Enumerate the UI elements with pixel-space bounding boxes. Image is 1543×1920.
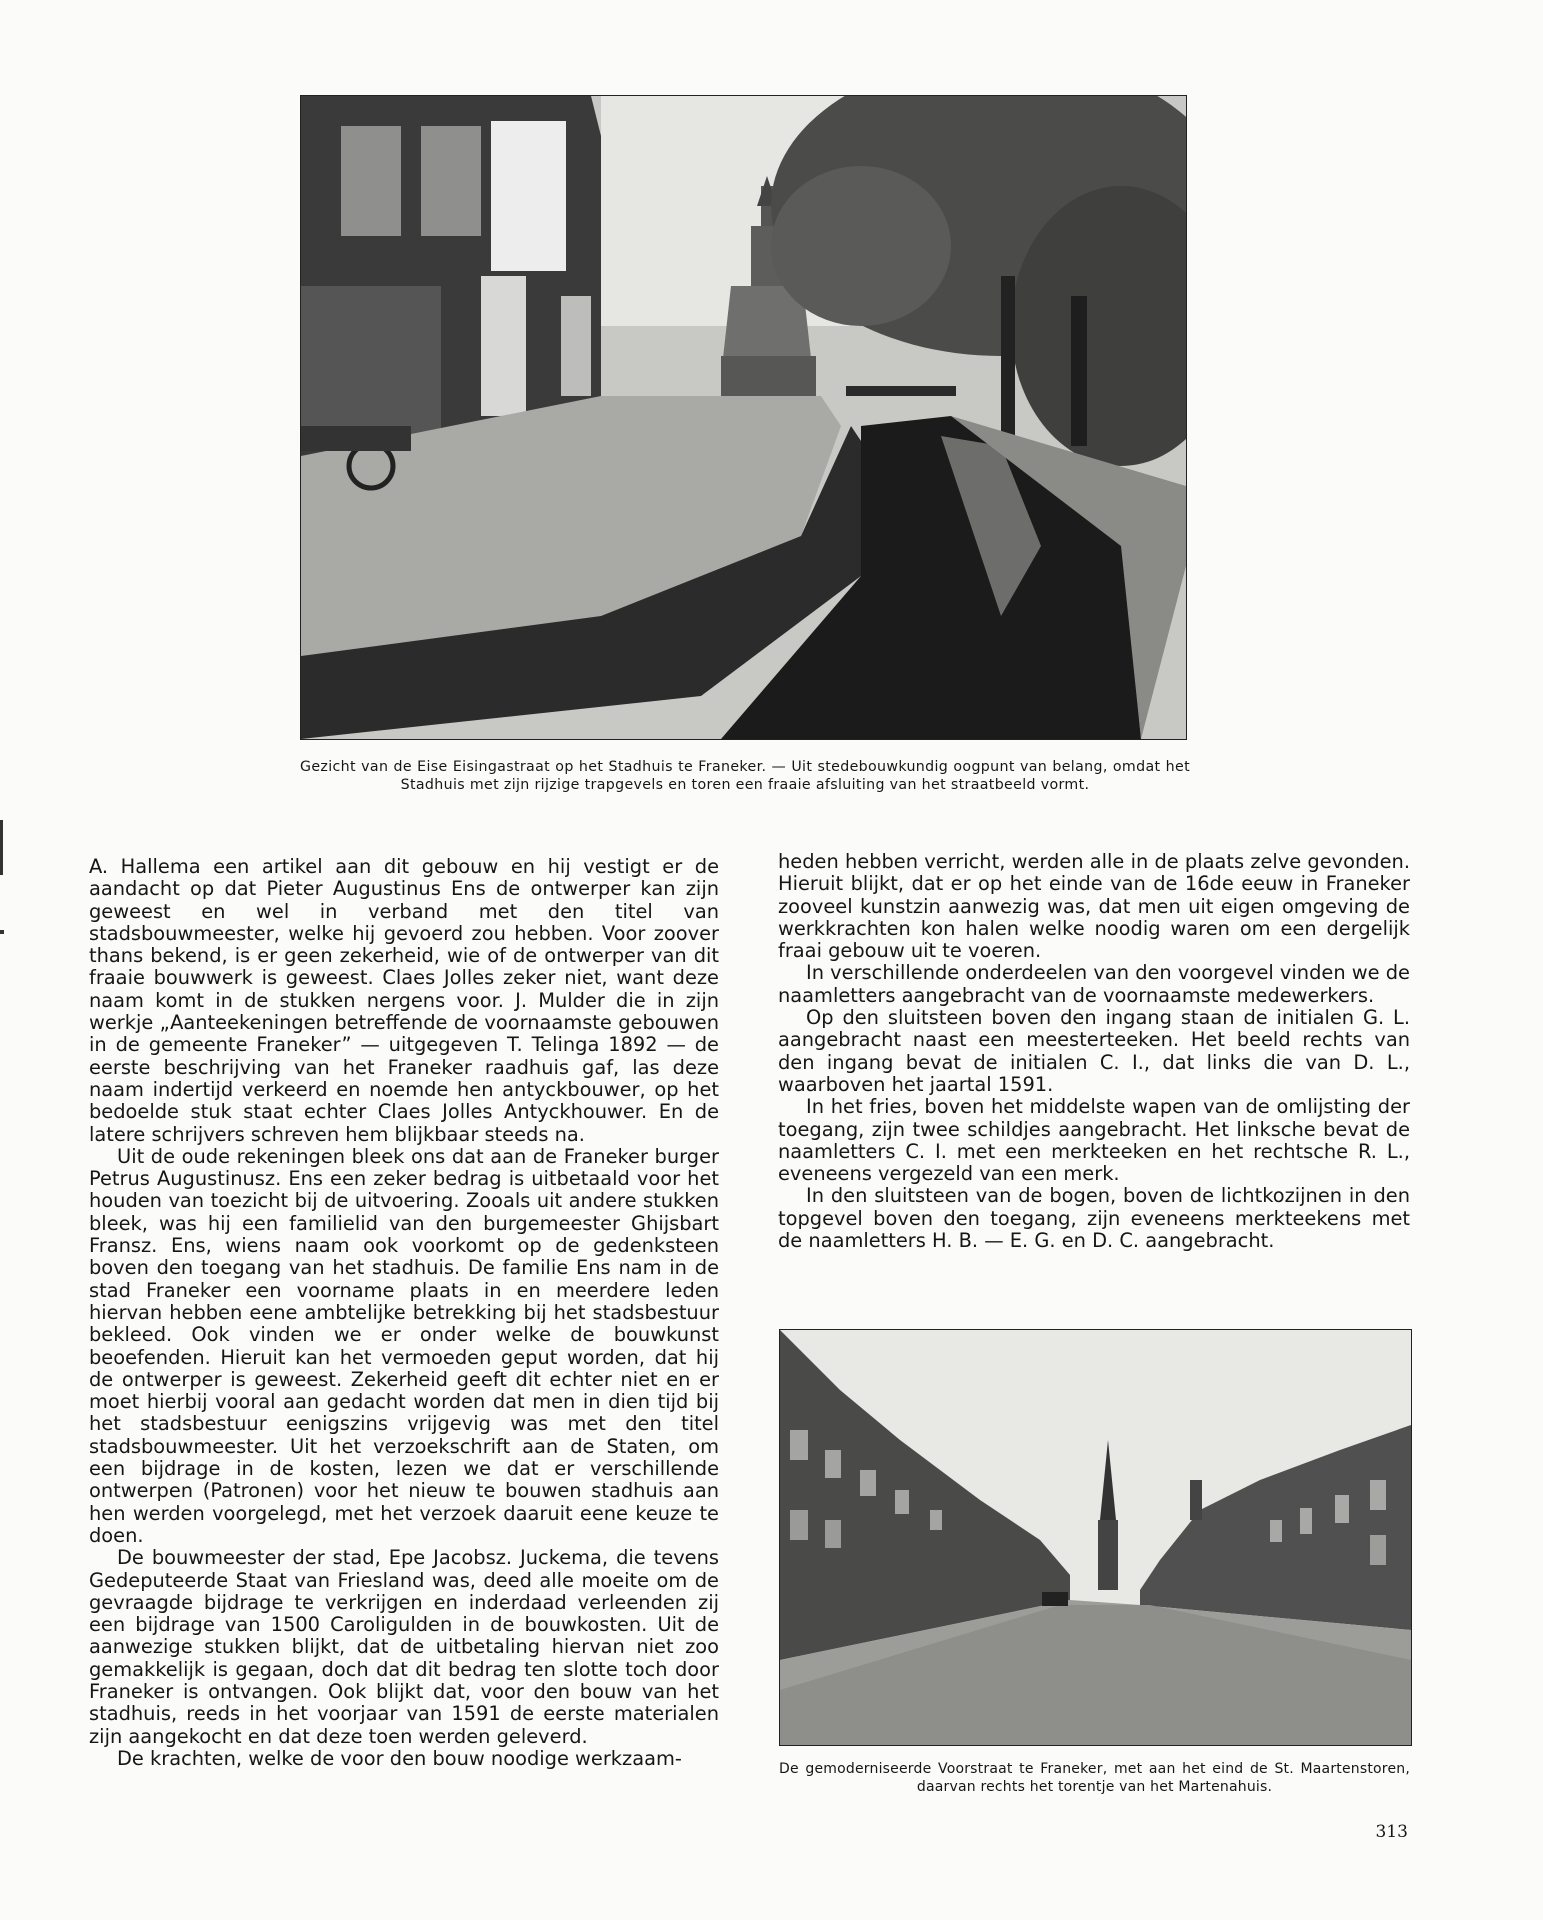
paragraph: In verschillende onderdeelen van den voorgevel vinden we de naamletters aangebracht van de voornaamste medewerkers. [778,961,1410,1007]
paragraph: heden hebben verricht, werden alle in de plaats zelve gevonden. Hieruit blijkt, dat er op het einde van de 16de eeuw in Franeker zooveel kunstzin aanwezig was, dat men uit eigen omgeving de werkkrachten kon halen welke noodig waren om een dergelijk fraai gebouw uit te voeren. [778,850,1410,963]
text-column-right [778,851,1410,1252]
paragraph: In den sluitsteen van de bogen, boven de lichtkozijnen in den topgevel boven den toegang, zijn eveneens merkteekens met de naamletters H. B. — E. G. en D. C. aangebracht. [778,1184,1410,1253]
scan-edge-mark [0,820,3,875]
photo-voorstraat [779,1329,1412,1746]
paragraph: Uit de oude rekeningen bleek ons dat aan de Franeker burger Petrus Augustinusz. Ens een zeker bedrag is uitbetaald voor het houden van toezicht bij de uitvoering. Zooals uit andere stukken bleek, was hij een familielid van den burgemeester Ghijsbart Fransz. Ens, wiens naam ook voorkomt op de gedenksteen boven den toegang van het stadhuis. De familie Ens nam in de stad Franeker een voorname plaats in en meerdere leden hiervan hebben eene ambtelijke betrekking bij het stadsbestuur bekleed. Ook vinden we er onder welke de bouwkunst beoefenden. Hieruit kan het vermoeden geput worden, dat hij de ontwerper is geweest. Zekerheid geeft dit echter niet en er moet hierbij vooral aan gedacht worden dat men in dien tijd bij het stadsbestuur eenigszins vrijgevig was met den titel stadsbouwmeester. Uit het verzoekschrift aan de Staten, om een bijdrage in de kosten, lezen we dat er verschillende ontwerpen (Patronen) voor het nieuw te bouwen stadhuis aan hen werden voorgelegd, met het verzoek daaruit eene keuze te doen. [89,1144,719,1547]
photo-caption-bottom: De gemoderniseerde Voorstraat te Franeker, met aan het eind de St. Maartenstoren, daarvan rechts het torentje van het Martenahuis. [779,1761,1410,1795]
paragraph: In het fries, boven het middelste wapen van de omlijsting der toegang, zijn twee schildjes aangebracht. Het linksche bevat de naamletters C. I. met een merkteeken en het rechtsche R. L., eveneens vergezeld van een merk. [778,1095,1410,1186]
voorstraat-illustration [780,1330,1411,1745]
photo-caption-top: Gezicht van de Eise Eisingastraat op het Stadhuis te Franeker. — Uit stedebouwkundig oogpunt van belang, omdat het Stadhuis met zijn rijzige trapgevels en toren een fraaie afsluiting van het straatbeeld vormt. [300,759,1190,793]
page-number: 313 [1375,1822,1408,1842]
paragraph: A. Hallema een artikel aan dit gebouw en hij vestigt er de aandacht op dat Pieter Augustinus Ens de ontwerper kan zijn geweest en wel in verband met den titel van stadsbouwmeester, welke hij gevoerd zou hebben. Voor zoover thans bekend, is er geen zekerheid, wie of de ontwerper van dit fraaie bouwwerk is geweest. Claes Jolles zeker niet, want deze naam komt in de stukken nergens voor. J. Mulder die in zijn werkje „Aanteekeningen betreffende de voornaamste gebouwen in de gemeente Franeker” — uitgegeven T. Telinga 1892 — de eerste beschrijving van het Franeker raadhuis gaf, las deze naam indertijd verkeerd en noemde hen antyckbouwer, op het bedoelde stuk staat echter Claes Jolles Antyckhouwer. En de latere schrijvers schreven hem blijkbaar steeds na. [89,855,719,1146]
street-canal-illustration [301,96,1186,739]
text-column-left [89,856,719,1770]
scan-edge-mark [0,930,4,934]
paragraph: De krachten, welke de voor den bouw noodige werkzaam- [117,1746,682,1770]
paragraph: De bouwmeester der stad, Epe Jacobsz. Juckema, die tevens Gedeputeerde Staat van Friesland was, deed alle moeite om de gevraagde bijdrage te verkrijgen en inderdaad verleenden zij een bijdrage van 1500 Caroligulden in de bouwkosten. Uit de aanwezige stukken blijkt, dat de uitbetaling hiervan niet zoo gemakkelijk is gegaan, doch dat dit bedrag ten slotte toch door Franeker is ontvangen. Ook blijkt dat, voor den bouw van het stadhuis, reeds in het voorjaar van 1591 de eerste materialen zijn aangekocht en dat deze toen werden geleverd. [89,1546,719,1748]
paragraph: Op den sluitsteen boven den ingang staan de initialen G. L. aangebracht naast een meesterteeken. Het beeld rechts van den ingang bevat de initialen C. I., dat links die van D. L., waarboven het jaartal 1591. [778,1006,1410,1096]
photo-eisingastraat-stadhuis [300,95,1187,740]
